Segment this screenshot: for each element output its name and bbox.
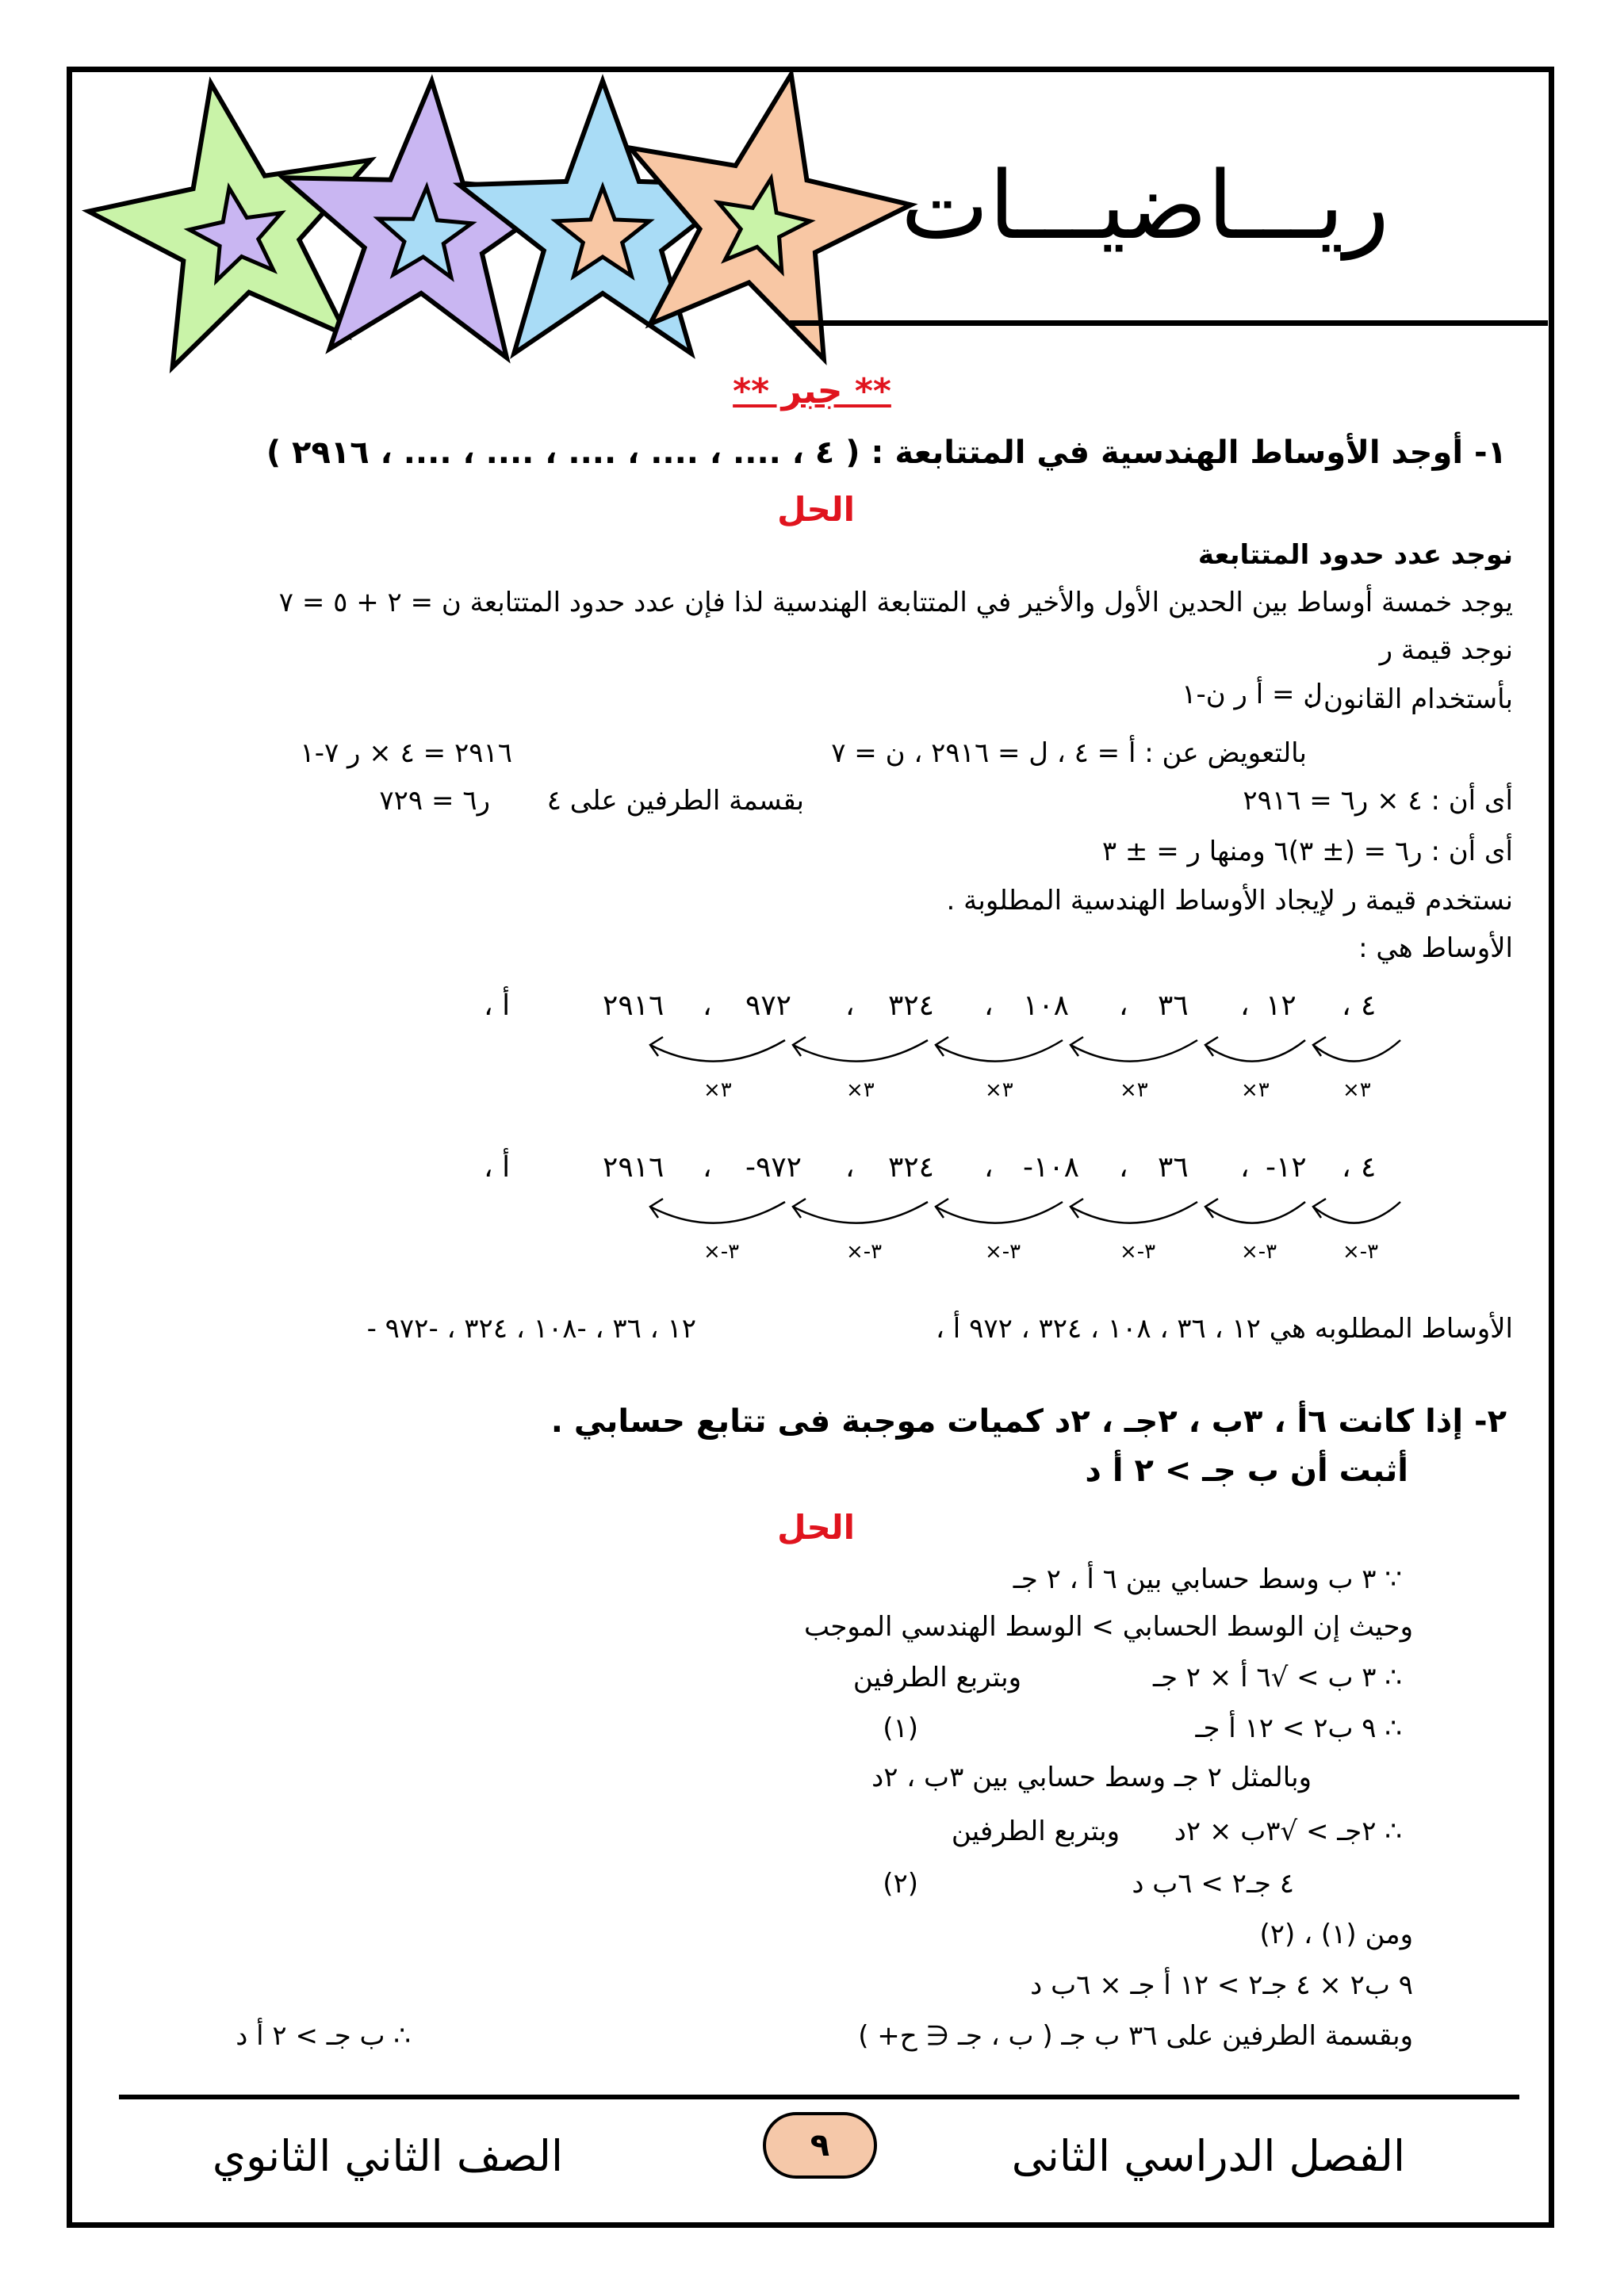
ratio-arc [793, 1040, 928, 1062]
footer-semester: الفصل الدراسي الثانى [1011, 2131, 1405, 2181]
arc-arrowhead [1071, 1037, 1083, 1056]
separator-comma: ، [703, 989, 712, 1022]
arc-arrowhead [936, 1037, 948, 1056]
q1-step1-b: بقسمة الطرفين على ٤ [546, 785, 804, 817]
q1-sub-text: بالتعويض عن : أ = ٤ ، ل = ٢٩١٦ ، ن = ٧ [831, 737, 1307, 769]
ratio-label: ×-٣ [985, 1240, 1021, 1264]
q2-l7b: (٢) [883, 1868, 918, 1900]
q1-find-n: نوجد عدد حدود المتتابعة [1197, 539, 1513, 571]
footer-rule [119, 2095, 1519, 2099]
q2-l5: وبالمثل ٢ جـ وسط حسابي بين ٣ب ، ٢د [871, 1762, 1312, 1793]
ratio-arc [1071, 1202, 1197, 1223]
sequence-positive-term: ١٠٨ [1023, 989, 1070, 1022]
sequence-negative-term: ٣٢٤ [888, 1151, 935, 1184]
ratio-arc [1205, 1202, 1305, 1223]
q1-law-label: بأستخدام القانون : [1305, 683, 1513, 715]
q2-l6a: ∴ ٢جـ > √٣ب × ٢د [1174, 1816, 1402, 1847]
q2-prove: أثبت أن ب جـ > ٢ أ د [1085, 1452, 1408, 1489]
q1-step1-c: ر٦ = ٧٢٩ [379, 785, 490, 817]
header-title: ريـــاضيـــات [900, 151, 1389, 260]
q1-step1-a: أى أن : ٤ × ر٦ = ٢٩١٦ [1243, 785, 1513, 817]
q2-l4a: ∴ ٩ ب٢ > ١٢ أ جـ [1195, 1712, 1402, 1744]
separator-comma: ، [1240, 1151, 1250, 1184]
q2-l9: ٩ ب٢ × ٤ جـ٢ > ١٢ أ جـ × ٦ب د [1030, 1969, 1413, 2001]
sequence-negative-term: -١٠٨ [1023, 1151, 1080, 1184]
sequence-negative-term: ٤ [1361, 1151, 1377, 1184]
ratio-label: ×-٣ [1120, 1240, 1156, 1264]
separator-comma: ، [845, 989, 855, 1022]
q1-required-label: الأوساط المطلوبه هي ١٢ ، ٣٦ ، ١٠٨ ، ٣٢٤ ، ٩٧٢ أ ، [936, 1313, 1513, 1345]
q2-l2: وحيث إن الوسط الحسابي > الوسط الهندسي الموجب [804, 1611, 1413, 1643]
sequence-positive-term: ٣٦ [1158, 989, 1189, 1022]
q2-solution-label: الحل [777, 1508, 855, 1547]
ratio-arc [1313, 1202, 1400, 1223]
q2-l8: ومن (١) ، (٢) [1259, 1919, 1413, 1950]
ratio-arc [1071, 1040, 1197, 1062]
q1-question: ١- أوجد الأوساط الهندسية في المتتابعة : ( ٤ ، .... ، .... ، .... ، .... ، .... ، ٢٩١٦ ) [266, 434, 1507, 471]
separator-comma: ، [1342, 1151, 1351, 1184]
separator-comma: ، [1119, 1151, 1128, 1184]
q1-law: ل = أ ر ن-١ [1182, 679, 1323, 710]
q2-l10b: ∴ ب جـ > ٢ أ د [236, 2020, 411, 2052]
q2-l4b: (١) [883, 1712, 918, 1744]
footer-grade: الصف الثاني الثانوي [212, 2131, 563, 2181]
q1-means-are: الأوساط هي : [1358, 932, 1513, 964]
arc-arrowhead [936, 1199, 948, 1218]
ratio-label: ×٣ [846, 1078, 875, 1102]
q2-l3a: ∴ ٣ ب > √٦ أ × ٢ جـ [1153, 1662, 1402, 1693]
q2-l3b: وبتربع الطرفين [852, 1662, 1021, 1693]
ratio-arc [793, 1202, 928, 1223]
separator-comma: ، [1240, 989, 1250, 1022]
ratio-arc [1205, 1040, 1305, 1062]
separator-comma: ، [1119, 989, 1128, 1022]
sequence-positive-term: ٤ [1361, 989, 1377, 1022]
q1-find-r: نوجد قيمة ر [1379, 634, 1513, 666]
sequence-positive-term: ٩٧٢ [745, 989, 792, 1022]
sequence-positive-term: ٣٢٤ [888, 989, 935, 1022]
arc-arrowhead [650, 1199, 663, 1218]
ratio-arc [936, 1202, 1063, 1223]
arc-arrowhead [650, 1037, 663, 1056]
separator-comma: ، [984, 1151, 994, 1184]
arc-arrowhead [1205, 1199, 1218, 1218]
q1-required-neg: - ١٢ ، ٣٦ ، -١٠٨ ، ٣٢٤ ، -٩٧٢ [366, 1313, 696, 1345]
sequence-positive-term: ٢٩١٦ [603, 989, 665, 1022]
ratio-label: ×-٣ [1342, 1240, 1379, 1264]
arc-arrowhead [793, 1037, 806, 1056]
q2-l6b: وبتربع الطرفين [951, 1816, 1120, 1847]
section-title: ** جبر ** [733, 371, 891, 411]
q2-l10a: وبقسمة الطرفين على ٣٦ ب جـ ( ب ، جـ ∈ ح+ ) [858, 2020, 1413, 2052]
sequence-negative-term: ٢٩١٦ [603, 1151, 665, 1184]
ratio-label: ×٣ [985, 1078, 1013, 1102]
arc-arrowhead [793, 1199, 806, 1218]
sequence-positive-term: ١٢ [1266, 989, 1297, 1022]
q1-use-r: نستخدم قيمة ر لإيجاد الأوساط الهندسية المطلوبة . [946, 885, 1513, 916]
ratio-label: ×-٣ [703, 1240, 740, 1264]
ratio-arc [1313, 1040, 1400, 1062]
q1-sub-eq: ٢٩١٦ = ٤ × ر ٧-١ [300, 737, 512, 769]
ratio-label: ×-٣ [1241, 1240, 1277, 1264]
separator-comma: ، [845, 1151, 855, 1184]
ratio-arc [650, 1040, 785, 1062]
arc-arrowhead [1071, 1199, 1083, 1218]
sequence-negative-term: ٣٦ [1158, 1151, 1189, 1184]
or-label: أ ، [484, 989, 511, 1022]
ratio-label: ×٣ [703, 1078, 732, 1102]
arc-arrowhead [1205, 1037, 1218, 1056]
separator-comma: ، [703, 1151, 712, 1184]
or-label: أ ، [484, 1151, 511, 1184]
ratio-label: ×-٣ [846, 1240, 883, 1264]
ratio-label: ×٣ [1241, 1078, 1270, 1102]
sequence-negative-term: -١٢ [1266, 1151, 1307, 1184]
sequence-negative-term: -٩٧٢ [745, 1151, 802, 1184]
ratio-arc [650, 1202, 785, 1223]
ratio-label: ×٣ [1342, 1078, 1371, 1102]
separator-comma: ، [984, 989, 994, 1022]
q1-step2: أى أن : ر٦ = (± ٣)٦ ومنها ر = ± ٣ [1101, 836, 1513, 867]
ratio-arc [936, 1040, 1063, 1062]
ratio-label: ×٣ [1120, 1078, 1148, 1102]
q2-question: ٢- إذا كانت ٦أ ، ٣ب ، ٢جـ ، ٢د كميات موجبة فى تتابع حسابي . [550, 1403, 1507, 1440]
q1-solution-label: الحل [777, 490, 855, 529]
separator-comma: ، [1342, 989, 1351, 1022]
q2-l1: ∵ ٣ ب وسط حسابي بين ٦ أ ، ٢ جـ [1013, 1563, 1402, 1595]
q1-line1: يوجد خمسة أوساط بين الحدين الأول والأخير في المتتابعة الهندسية لذا فإن عدد حدود المتتابعة ن = ٢ + ٥ = ٧ [278, 587, 1513, 618]
q2-l7a: ٤ جـ٢ > ٦ب د [1132, 1868, 1294, 1900]
page-number: ٩ [763, 2112, 877, 2179]
